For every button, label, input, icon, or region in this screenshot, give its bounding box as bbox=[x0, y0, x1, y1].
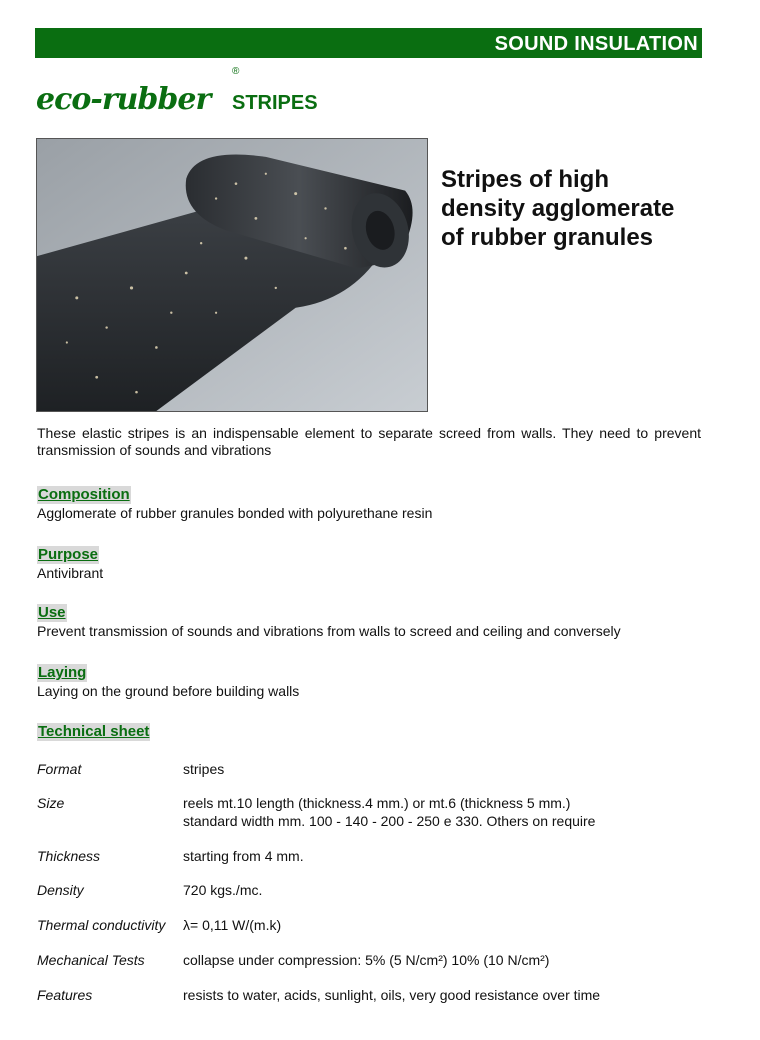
banner-title: SOUND INSULATION bbox=[494, 33, 698, 55]
section-banner bbox=[35, 28, 702, 58]
laying-section bbox=[37, 664, 717, 700]
product-name: STRIPES bbox=[232, 92, 318, 114]
purpose-section bbox=[37, 546, 717, 582]
composition-heading: Composition bbox=[38, 486, 130, 503]
tech-value: reels mt.10 length (thickness.4 mm.) or mt.6 (thickness 5 mm.) bbox=[183, 795, 571, 811]
tech-label: Size bbox=[37, 795, 65, 811]
tech-value: 720 kgs./mc. bbox=[183, 882, 263, 898]
composition-section bbox=[37, 486, 717, 522]
tech-value: resists to water, acids, sunlight, oils, very good resistance over time bbox=[183, 987, 601, 1003]
tech-label: Features bbox=[37, 987, 93, 1003]
technical-section bbox=[37, 723, 717, 741]
technical-heading: Technical sheet bbox=[38, 723, 150, 740]
tech-value: stripes bbox=[183, 761, 225, 777]
rubber-roll-photo bbox=[36, 138, 428, 412]
laying-heading: Laying bbox=[38, 664, 87, 681]
headline-line: of rubber granules bbox=[441, 224, 654, 251]
intro-paragraph: These elastic stripes is an indispensable element to separate screed from walls. They need to prevent transmission of sounds and vibrations bbox=[37, 425, 701, 458]
tech-label: Thickness bbox=[37, 848, 101, 864]
tech-label: Format bbox=[37, 761, 82, 777]
purpose-text: Antivibrant bbox=[37, 565, 104, 581]
composition-text: Agglomerate of rubber granules bonded with polyurethane resin bbox=[37, 505, 433, 521]
tech-value: collapse under compression: 5% (5 N/cm²) 10% (10 N/cm²) bbox=[183, 952, 550, 968]
eco-rubber-logo: eco-rubber bbox=[36, 82, 211, 117]
headline-line: density agglomerate bbox=[441, 195, 675, 222]
headline-line: Stripes of high bbox=[441, 166, 609, 193]
use-text: Prevent transmission of sounds and vibrations from walls to screed and ceiling and conversely bbox=[37, 623, 621, 639]
purpose-heading: Purpose bbox=[38, 546, 99, 563]
tech-label: Mechanical Tests bbox=[37, 952, 145, 968]
registered-mark: ® bbox=[232, 66, 240, 77]
use-heading: Use bbox=[38, 604, 66, 621]
tech-label: Density bbox=[37, 882, 84, 898]
laying-text: Laying on the ground before building walls bbox=[37, 683, 300, 699]
tech-label: Thermal conductivity bbox=[37, 917, 166, 933]
product-headline bbox=[441, 165, 711, 252]
tech-value: λ= 0,11 W/(m.k) bbox=[183, 917, 282, 933]
brand-header bbox=[36, 68, 356, 118]
tech-value: standard width mm. 100 - 140 - 200 - 250 e 330. Others on require bbox=[183, 813, 596, 829]
use-section bbox=[37, 604, 717, 640]
tech-value: starting from 4 mm. bbox=[183, 848, 304, 864]
